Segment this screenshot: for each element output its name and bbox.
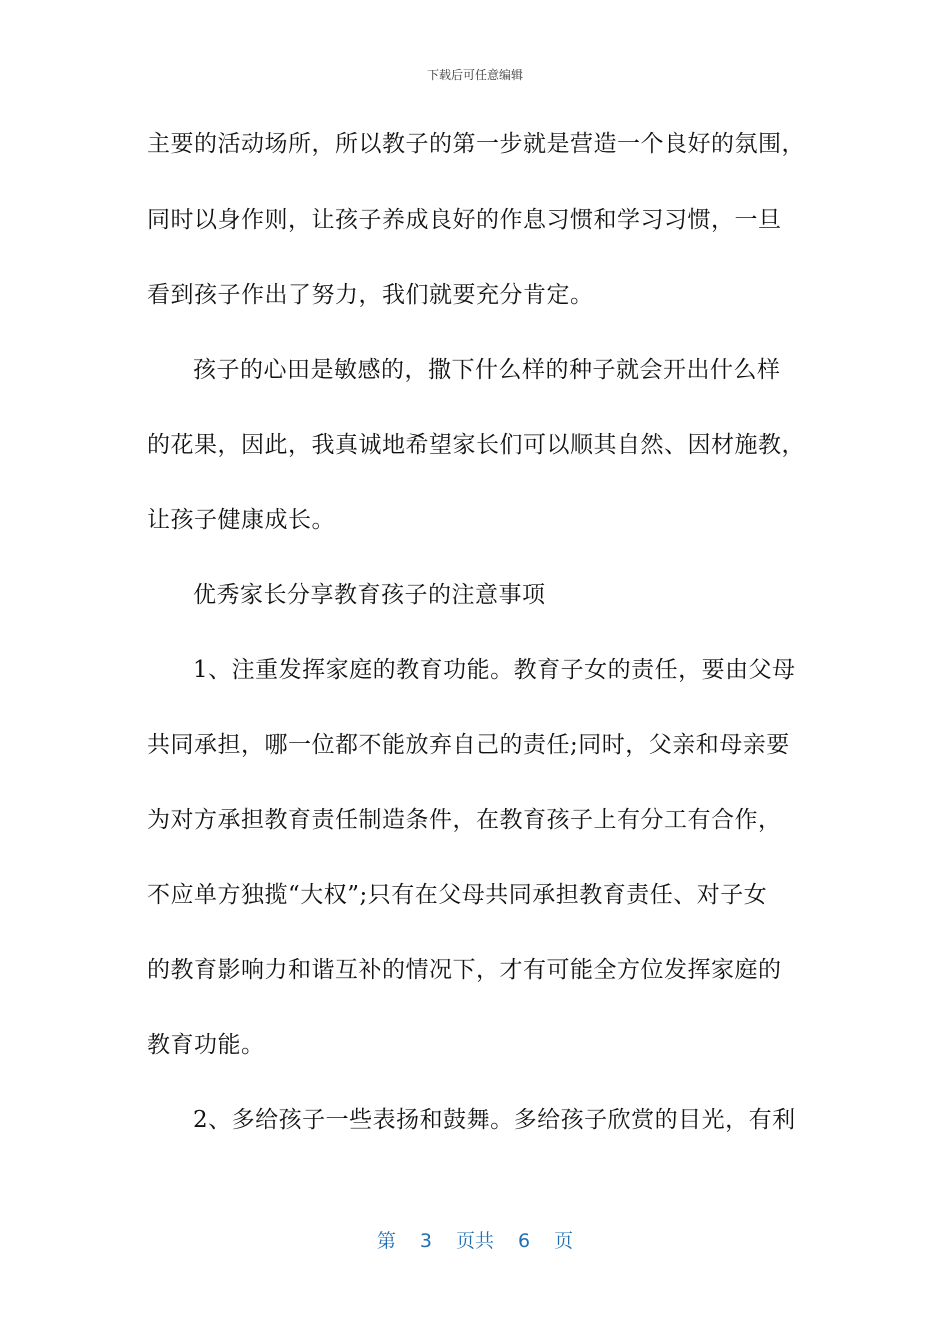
- body-line: 2、多给孩子一些表扬和鼓舞。多给孩子欣赏的目光，有利: [193, 1107, 796, 1133]
- footer-middle: 页共: [455, 1230, 494, 1252]
- header-note: 下载后可任意编辑: [426, 68, 523, 82]
- body-line: 教育功能。: [147, 1032, 265, 1058]
- body-line: 1、注重发挥家庭的教育功能。教育子女的责任，要由父母: [193, 657, 796, 683]
- body-line: 的教育影响力和谐互补的情况下，才有可能全方位发挥家庭的: [147, 957, 782, 983]
- body-line: 为对方承担教育责任制造条件，在教育孩子上有分工有合作，: [147, 807, 782, 833]
- body-line: 同时以身作则，让孩子养成良好的作息习惯和学习习惯，一旦: [147, 207, 782, 233]
- body-line: 主要的活动场所，所以教子的第一步就是营造一个良好的氛围，: [147, 131, 805, 157]
- body-line: 让孩子健康成长。: [147, 507, 335, 533]
- footer-prefix: 第: [376, 1230, 396, 1252]
- section-heading: 优秀家长分享教育孩子的注意事项: [193, 582, 546, 608]
- body-line: 孩子的心田是敏感的，撒下什么样的种子就会开出什么样: [193, 357, 781, 383]
- page-footer: [0, 1226, 950, 1253]
- body-line: 看到孩子作出了努力，我们就要充分肯定。: [147, 282, 594, 308]
- body-line: 不应单方独揽“大权”;只有在父母共同承担教育责任、对子女: [147, 882, 768, 908]
- total-pages-number: 6: [518, 1230, 531, 1252]
- current-page-number: 3: [419, 1230, 432, 1252]
- footer-suffix: 页: [554, 1230, 574, 1252]
- body-line: 的花果，因此，我真诚地希望家长们可以顺其自然、因材施教，: [147, 432, 805, 458]
- body-line: 共同承担，哪一位都不能放弃自己的责任;同时，父亲和母亲要: [147, 732, 790, 758]
